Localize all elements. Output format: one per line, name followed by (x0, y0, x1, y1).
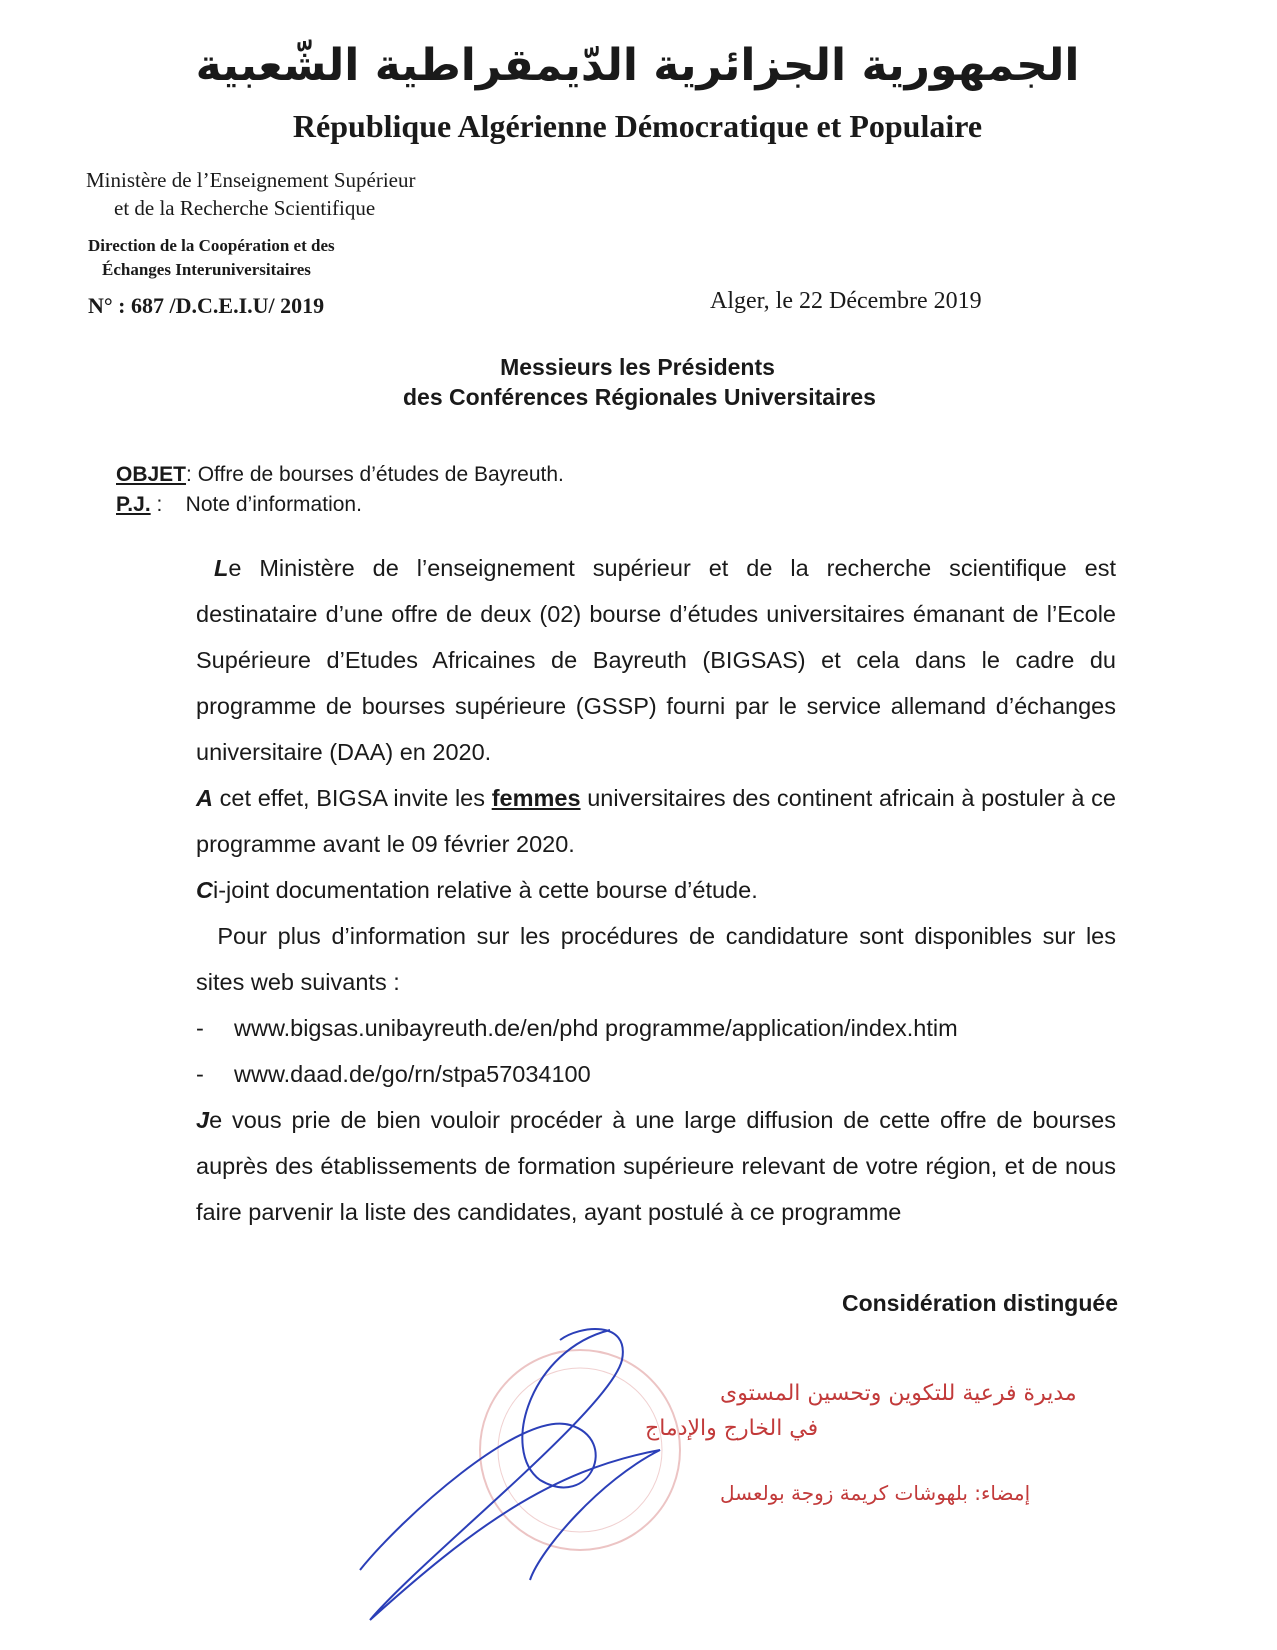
url-item-1[interactable] (196, 1005, 1116, 1051)
signature-line-1: مديرة فرعية للتكوين وتحسين المستوى (720, 1381, 1077, 1406)
letter-date: Alger, le 22 Décembre 2019 (710, 288, 982, 314)
emphasis-femmes: femmes (491, 785, 581, 811)
list-dash: - (196, 1015, 204, 1041)
signature-line-3: إمضاء: بلهوشات كريمة زوجة بولعسل (720, 1481, 1031, 1505)
direction-line-1: Direction de la Coopération et des (88, 236, 335, 255)
signature-stamp (360, 1330, 1077, 1630)
pj-text: Note d’information. (185, 493, 362, 516)
ministry-line-1: Ministère de l’Enseignement Supérieur (86, 168, 416, 192)
drop-letter: L (213, 555, 229, 581)
paragraph-text: i-joint documentation relative à cette bourse d’étude. (212, 877, 758, 903)
paragraph-text: cet effet, BIGSA invite les (212, 785, 492, 811)
objet-line (116, 460, 564, 490)
paragraph-text: Pour plus d’information sur les procédures de candidature sont disponibles sur les sites web suivants : (196, 923, 1116, 995)
paragraph-5 (196, 1097, 1116, 1235)
pj-colon: : (150, 493, 186, 516)
drop-letter: A (196, 785, 213, 811)
paragraph-text: e Ministère de l’enseignement supérieur et de la recherche scientifique est destinataire d’une offre de deux (02) bourse d’études universitaires émanant de l’Ecole Supérieure d’Etudes Africaines de Bayreuth (BIGSAS) et cela dans le cadre du programme de bourses supérieure (GSSP) fourni par le service allemand d’échanges universitaire (DAA) en 2020. (196, 555, 1116, 765)
direction-name (88, 234, 335, 282)
reference-number: N° : 687 /D.C.E.I.U/ 2019 (88, 293, 325, 318)
stamp-circle (480, 1350, 680, 1550)
paragraph-text: universitaires des continent africain à postuler à ce programme avant le 09 février 2020. (196, 785, 1116, 857)
drop-letter: C (196, 877, 213, 903)
french-republic-title: République Algérienne Démocratique et Populaire (292, 108, 983, 144)
list-dash: - (196, 1061, 204, 1087)
pj-label: P.J. (116, 493, 151, 516)
url-item-2[interactable] (196, 1051, 1116, 1097)
objet-label: OBJET (116, 463, 187, 486)
closing-formula: Considération distinguée (841, 1290, 1118, 1316)
url-link[interactable]: www.daad.de/go/rn/stpa57034100 (234, 1061, 591, 1087)
url-link[interactable]: www.bigsas.unibayreuth.de/en/phd programme/application/index.htim (234, 1015, 958, 1041)
recipient-line-1: Messieurs les Présidents (500, 354, 775, 380)
paragraph-text: e vous prie de bien vouloir procéder à une large diffusion de cette offre de bourses auprès des établissements de formation supérieure relevant de votre région, et de nous faire parvenir la liste des candidates, ayant postulé à ce programme (196, 1107, 1116, 1225)
paragraph-4 (196, 913, 1116, 1005)
paragraph-2 (196, 775, 1116, 867)
arabic-republic-title: الجمهورية الجزائرية الدّيمقراطية الشّعبية (195, 40, 1080, 91)
paragraph-1 (196, 545, 1116, 775)
subject-block (116, 460, 564, 520)
ministry-name (86, 166, 416, 222)
direction-line-2: Échanges Interuniversitaires (102, 260, 311, 279)
drop-letter: J (196, 1107, 210, 1133)
paragraph-3 (196, 867, 1116, 913)
pj-line (116, 490, 564, 520)
recipient-block (0, 352, 1275, 412)
objet-text: Offre de bourses d’études de Bayreuth. (191, 463, 564, 486)
objet-colon: : (186, 463, 192, 486)
recipient-line-2: des Conférences Régionales Universitaires (403, 384, 876, 410)
ministry-line-2: et de la Recherche Scientifique (114, 196, 376, 220)
handwritten-signature (360, 1329, 660, 1620)
letter-body (196, 545, 1116, 1235)
signature-line-2: في الخارج والإدماج (645, 1416, 819, 1441)
